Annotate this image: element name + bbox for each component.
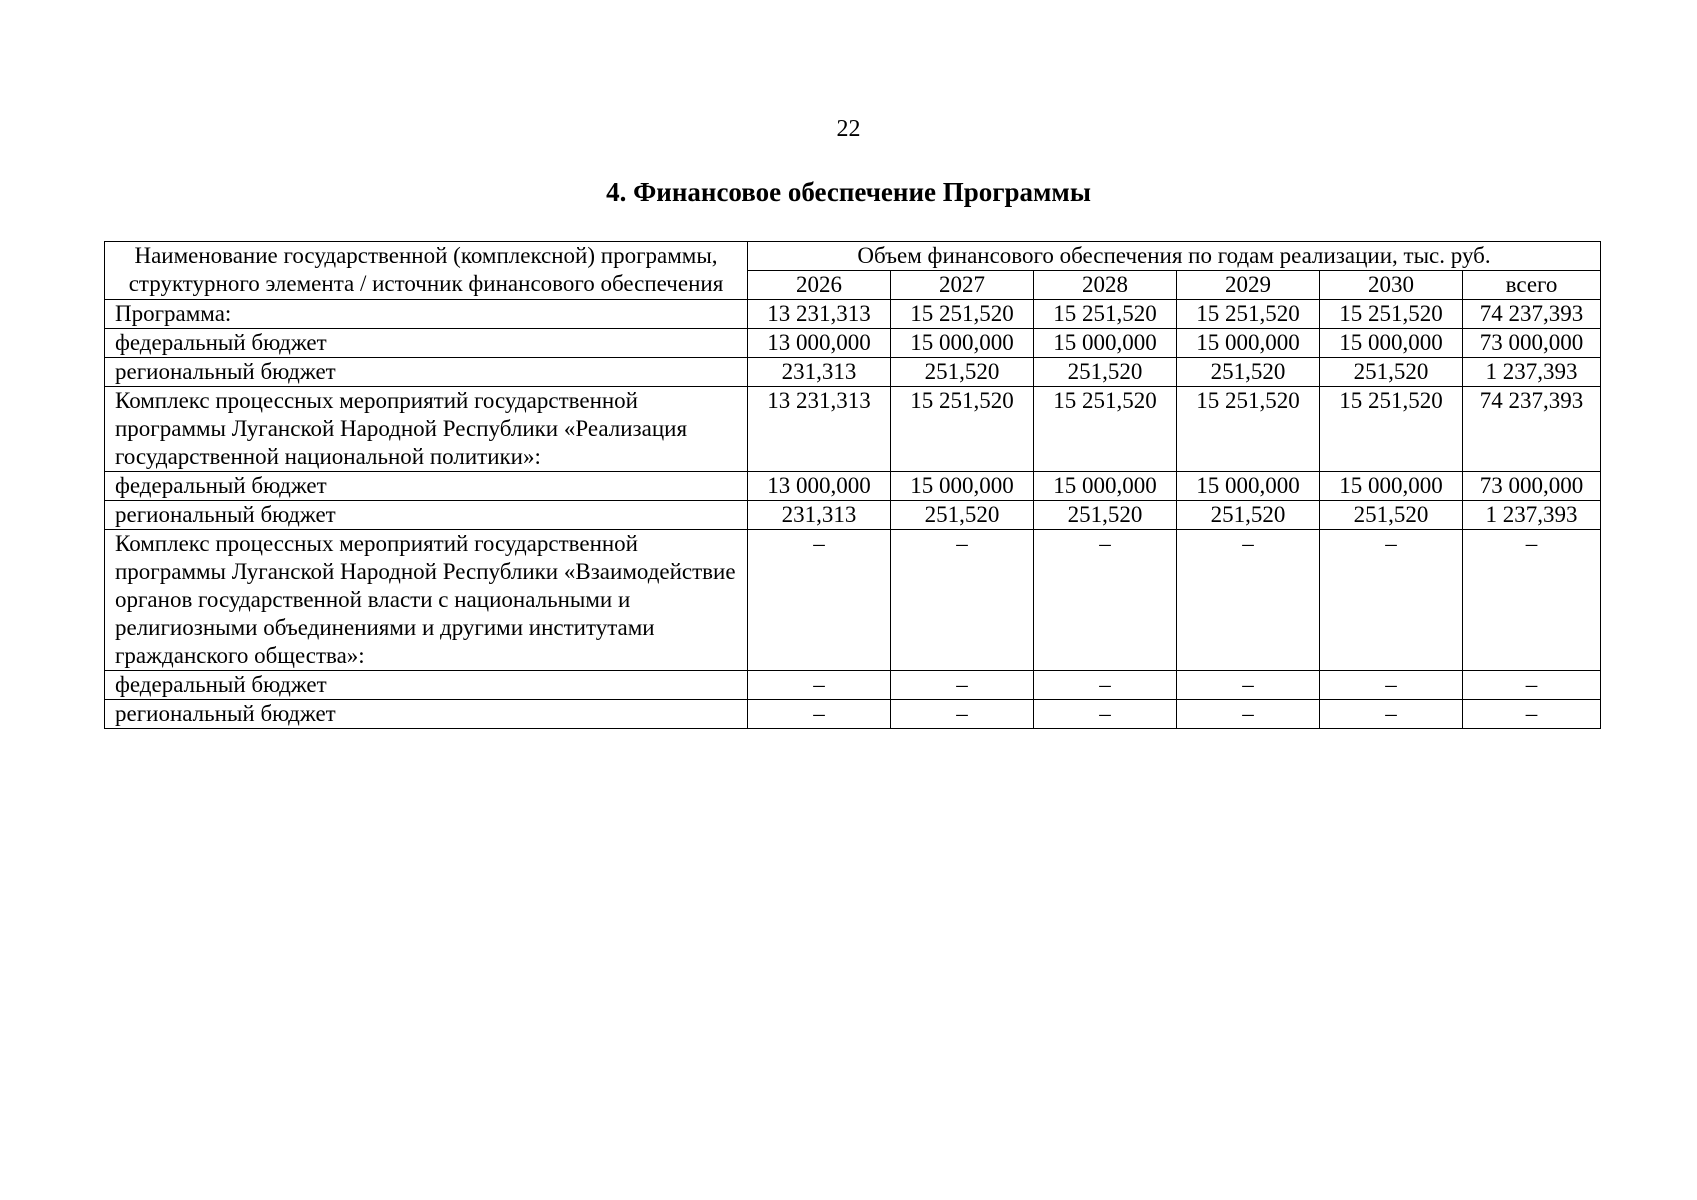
- cell-value: –: [891, 700, 1034, 729]
- cell-value: –: [891, 530, 1034, 671]
- cell-value: –: [748, 530, 891, 671]
- header-year-2028: 2028: [1034, 271, 1177, 300]
- header-volume-caption: Объем финансового обеспечения по годам реализации, тыс. руб.: [748, 242, 1601, 271]
- cell-value: 231,313: [748, 501, 891, 530]
- cell-value: –: [1034, 530, 1177, 671]
- cell-value: 73 000,000: [1463, 472, 1601, 501]
- cell-value: 15 251,520: [1320, 300, 1463, 329]
- cell-value: 15 251,520: [1034, 387, 1177, 472]
- table-row: [105, 358, 1601, 387]
- table-row: [105, 300, 1601, 329]
- cell-value: 251,520: [891, 501, 1034, 530]
- table-row: [105, 387, 1601, 472]
- page-number: 22: [836, 116, 861, 142]
- cell-value: 15 251,520: [1177, 300, 1320, 329]
- cell-value: –: [1320, 530, 1463, 671]
- cell-value: 15 251,520: [1320, 387, 1463, 472]
- cell-value: –: [1320, 700, 1463, 729]
- cell-value: 251,520: [1177, 358, 1320, 387]
- cell-value: 15 000,000: [1177, 329, 1320, 358]
- row-name: Комплекс процессных мероприятий государственной программы Луганской Народной Республики «Взаимодействие органов государственной власти с национальными и религиозными объединениями и другими институтами гражданского общества»:: [105, 530, 748, 671]
- row-name: федеральный бюджет: [105, 472, 748, 501]
- cell-value: 1 237,393: [1463, 501, 1601, 530]
- cell-value: 13 000,000: [748, 329, 891, 358]
- cell-value: 15 000,000: [891, 472, 1034, 501]
- section-title: 4. Финансовое обеспечение Программы: [606, 177, 1091, 207]
- header-year-2026: 2026: [748, 271, 891, 300]
- cell-value: 15 000,000: [1034, 472, 1177, 501]
- table-row: [105, 671, 1601, 700]
- cell-value: 1 237,393: [1463, 358, 1601, 387]
- cell-value: 13 000,000: [748, 472, 891, 501]
- table-row: [105, 530, 1601, 671]
- cell-value: –: [891, 671, 1034, 700]
- cell-value: 15 000,000: [1034, 329, 1177, 358]
- cell-value: 251,520: [1034, 501, 1177, 530]
- cell-value: –: [1463, 671, 1601, 700]
- financing-table: [104, 241, 1601, 729]
- row-name: Программа:: [105, 300, 748, 329]
- table-header-row: [105, 242, 1601, 271]
- table-row: [105, 700, 1601, 729]
- cell-value: 251,520: [1320, 358, 1463, 387]
- header-year-2030: 2030: [1320, 271, 1463, 300]
- cell-value: 251,520: [891, 358, 1034, 387]
- cell-value: 15 251,520: [1034, 300, 1177, 329]
- cell-value: 74 237,393: [1463, 300, 1601, 329]
- cell-value: 15 000,000: [1177, 472, 1320, 501]
- row-name: региональный бюджет: [105, 700, 748, 729]
- cell-value: 251,520: [1177, 501, 1320, 530]
- cell-value: 74 237,393: [1463, 387, 1601, 472]
- cell-value: 15 251,520: [1177, 387, 1320, 472]
- cell-value: 251,520: [1034, 358, 1177, 387]
- cell-value: 13 231,313: [748, 387, 891, 472]
- row-name: региональный бюджет: [105, 358, 748, 387]
- table-row: [105, 472, 1601, 501]
- header-year-2029: 2029: [1177, 271, 1320, 300]
- cell-value: –: [1177, 530, 1320, 671]
- cell-value: –: [1463, 530, 1601, 671]
- cell-value: 15 251,520: [891, 387, 1034, 472]
- header-total: всего: [1463, 271, 1601, 300]
- row-name: региональный бюджет: [105, 501, 748, 530]
- cell-value: 15 000,000: [891, 329, 1034, 358]
- cell-value: 15 251,520: [891, 300, 1034, 329]
- table-row: [105, 501, 1601, 530]
- cell-value: –: [1034, 700, 1177, 729]
- row-name: федеральный бюджет: [105, 329, 748, 358]
- cell-value: –: [748, 671, 891, 700]
- cell-value: –: [1177, 700, 1320, 729]
- cell-value: 251,520: [1320, 501, 1463, 530]
- cell-value: –: [1034, 671, 1177, 700]
- row-name: Комплекс процессных мероприятий государственной программы Луганской Народной Республики «Реализация государственной национальной политики»:: [105, 387, 748, 472]
- cell-value: 15 000,000: [1320, 329, 1463, 358]
- cell-value: –: [1177, 671, 1320, 700]
- cell-value: 231,313: [748, 358, 891, 387]
- cell-value: –: [1463, 700, 1601, 729]
- cell-value: 15 000,000: [1320, 472, 1463, 501]
- header-name-column: Наименование государственной (комплексной) программы, структурного элемента / источник финансового обеспечения: [105, 242, 748, 300]
- row-name: федеральный бюджет: [105, 671, 748, 700]
- cell-value: –: [748, 700, 891, 729]
- cell-value: 13 231,313: [748, 300, 891, 329]
- cell-value: –: [1320, 671, 1463, 700]
- cell-value: 73 000,000: [1463, 329, 1601, 358]
- header-year-2027: 2027: [891, 271, 1034, 300]
- table-row: [105, 329, 1601, 358]
